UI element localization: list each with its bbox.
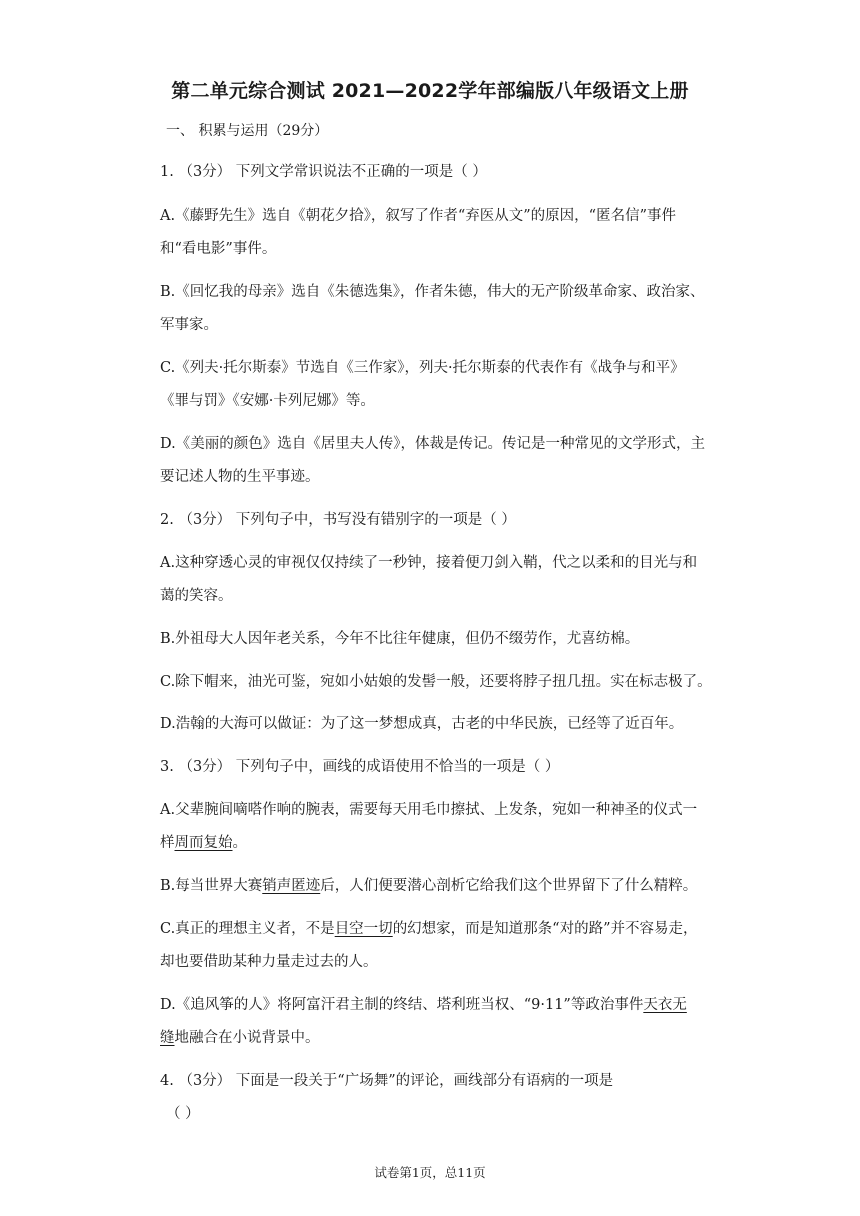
q3-a-text-end: 。 — [232, 835, 247, 851]
q1-option-c-line-1: C.《列夫·托尔斯泰》节选自《三作家》，列夫·托尔斯泰的代表作有《战争与和平》 — [160, 360, 685, 376]
underlined-idiom: 缝 — [160, 1030, 175, 1046]
page-footer: 试卷第1页，总11页 — [374, 1165, 486, 1180]
question-3-stem: 3. （3分） 下列句子中，画线的成语使用不恰当的一项是（ ） — [160, 759, 560, 775]
q3-b-text-end: 后，人们便要潜心剖析它给我们这个世界留下了什么精粹。 — [320, 878, 698, 894]
q3-d-text-end: 地融合在小说背景中。 — [174, 1030, 320, 1046]
underlined-idiom: 销声匿迹 — [262, 878, 321, 894]
q3-c-text: C.真正的理想主义者，不是 — [160, 921, 335, 937]
q2-option-c: C.除下帽来，油光可鉴，宛如小姑娘的发髻一般，还要将脖子扭几扭。实在标志极了。 — [160, 674, 712, 690]
q3-option-d-line-2 — [160, 1026, 320, 1047]
question-4-stem: 4. （3分） 下面是一段关于“广场舞”的评论，画线部分有语病的一项是 — [160, 1073, 614, 1089]
q2-option-b: B.外祖母大人因年老关系，今年不比往年健康，但仍不缀劳作，尤喜纺棉。 — [160, 631, 640, 647]
q3-a-text: 样 — [160, 835, 175, 851]
q1-option-a-line-2: 和“看电影”事件。 — [160, 241, 277, 257]
q1-option-d-line-1: D.《美丽的颜色》选自《居里夫人传》，体裁是传记。传记是一种常见的文学形式，主 — [160, 436, 705, 452]
underlined-idiom: 天衣无 — [643, 997, 687, 1013]
q3-d-text: D.《追风筝的人》将阿富汗君主制的终结、塔利班当权、“9·11”等政治事件 — [160, 997, 644, 1013]
q1-option-c-line-2: 《罪与罚》《安娜·卡列尼娜》等。 — [160, 393, 375, 409]
q1-option-d-line-2: 要记述人物的生平事迹。 — [160, 469, 320, 485]
answer-blank: （ ） — [166, 1106, 200, 1122]
q2-option-a-line-2: 蔼的笑容。 — [160, 588, 233, 604]
q3-option-d-line-1 — [160, 993, 687, 1014]
q3-b-text: B.每当世界大赛 — [160, 878, 263, 894]
q3-c-text-end: 的幻想家，而是知道那条“对的路”并不容易走， — [392, 921, 698, 937]
page-title: 第二单元综合测试 2021—2022学年部编版八年级语文上册 — [171, 80, 689, 102]
q3-option-c-line-2: 却也要借助某种力量走过去的人。 — [160, 954, 378, 970]
question-2-stem: 2. （3分） 下列句子中，书写没有错别字的一项是（ ） — [160, 512, 516, 528]
q2-option-a-line-1: A.这种穿透心灵的审视仅仅持续了一秒钟，接着便刀剑入鞘，代之以柔和的目光与和 — [160, 555, 698, 571]
underlined-idiom: 目空一切 — [334, 921, 393, 937]
question-1-stem: 1. （3分） 下列文学常识说法不正确的一项是（ ） — [160, 164, 487, 180]
q3-option-a-line-1: A.父辈腕间嘀嗒作响的腕表，需要每天用毛巾擦拭、上发条，宛如一种神圣的仪式一 — [160, 802, 698, 818]
q3-option-a-line-2 — [160, 831, 247, 852]
q1-option-a-line-1: A.《藤野先生》选自《朝花夕拾》，叙写了作者“弃医从文”的原因，“匿名信”事件 — [160, 208, 676, 224]
underlined-idiom: 周而复始 — [174, 835, 233, 851]
q1-option-b-line-2: 军事家。 — [160, 317, 218, 333]
q3-option-c-line-1 — [160, 917, 698, 938]
q1-option-b-line-1: B.《回忆我的母亲》选自《朱德选集》，作者朱德，伟大的无产阶级革命家、政治家、 — [160, 284, 705, 300]
section-heading: 一、 积累与运用（29分） — [166, 123, 329, 139]
q3-option-b — [160, 874, 697, 895]
q2-option-d: D.浩翰的大海可以做证：为了这一梦想成真，古老的中华民族，已经等了近百年。 — [160, 716, 684, 732]
